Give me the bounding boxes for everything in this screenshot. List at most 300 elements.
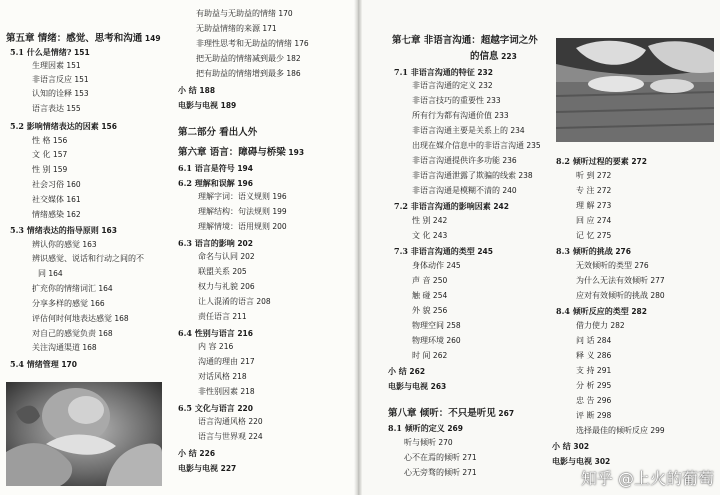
entry-title: 记 忆 (576, 231, 595, 240)
page-number: 220 (246, 417, 263, 426)
page-number: 282 (628, 307, 647, 316)
entry-title: 回 应 (576, 216, 595, 225)
page-number: 205 (230, 267, 247, 276)
entry-title: 8.3 倾听的挑战 (556, 246, 613, 256)
entry-title: 6.4 性别与语言 (178, 328, 235, 338)
page-number: 206 (238, 282, 255, 291)
entry-title: 把有助益的情绪增到最多 (196, 69, 284, 78)
entry-title: 问 话 (576, 336, 595, 345)
left-col1-subsection-entry (32, 313, 129, 325)
hands-photo (6, 382, 162, 486)
page-number: 272 (628, 157, 647, 166)
left-col2-section-entry (178, 162, 253, 175)
page-number: 242 (430, 216, 448, 225)
left-col1-subsection-entry (32, 88, 89, 100)
left-col2-subsection-entry (196, 38, 309, 50)
entry-title: 物理环境 (412, 336, 444, 345)
page-number: 200 (270, 222, 287, 231)
left-col2-subsection-entry (196, 53, 301, 65)
entry-title: 第八章 倾听：不只是听见 (388, 408, 496, 419)
entry-title: 为什么无法有效倾听 (576, 276, 648, 285)
entry-title: 非语言反应 (32, 75, 72, 84)
entry-title: 理解字词：语义规则 (198, 192, 270, 201)
left-col1-subsection-entry (32, 164, 67, 176)
right-col2-subsection-entry (576, 200, 611, 212)
left-col1-section-entry (10, 358, 77, 371)
left-col2-subsection-entry (198, 296, 271, 308)
page-number: 250 (430, 276, 448, 285)
right-col2-section-entry (556, 245, 631, 258)
right-col1-subsection-entry (404, 437, 453, 449)
page-number: 202 (234, 239, 253, 248)
left-col1-section-entry (10, 224, 117, 237)
entry-title: 语言沟通风格 (198, 417, 246, 426)
left-col2-section-entry (178, 402, 253, 415)
right-col1-subsection-entry (412, 155, 517, 167)
entry-title: 第七章 非语言沟通：超越字词之外 (392, 35, 538, 46)
page-number: 217 (238, 357, 255, 366)
entry-title: 听与倾听 (404, 438, 436, 447)
table-photo (556, 38, 714, 142)
entry-title: 时 间 (412, 351, 431, 360)
right-col1-subsection-entry (412, 320, 461, 332)
page-number: 263 (428, 382, 447, 391)
page-number: 258 (444, 321, 461, 330)
entry-title: 理解结构：句法规则 (198, 207, 270, 216)
left-col1-section-entry (10, 120, 117, 133)
left-col1-subsection-entry (32, 342, 97, 354)
entry-title: 让人混淆的语言 (198, 297, 254, 306)
book-gutter (354, 0, 362, 495)
entry-title: 同 (38, 269, 46, 278)
entry-title: 触 碰 (412, 291, 431, 300)
entry-title: 分 析 (576, 381, 595, 390)
page-number: 273 (594, 201, 612, 210)
page-number: 216 (216, 342, 234, 351)
right-col2-section-entry (556, 155, 647, 168)
left-col1-subsection-entry (32, 298, 105, 310)
right-col1-chapter-heading (392, 34, 538, 48)
page-number: 270 (436, 438, 453, 447)
page-number: 153 (72, 89, 89, 98)
page-number: 160 (64, 180, 81, 189)
page-number: 218 (238, 387, 255, 396)
page-number: 254 (430, 291, 448, 300)
entry-title: 非性别因素 (198, 387, 238, 396)
page-number: 182 (284, 54, 301, 63)
entry-title: 社会习俗 (32, 180, 64, 189)
page-number: 262 (430, 351, 448, 360)
page-number: 286 (594, 351, 612, 360)
page-number: 168 (112, 314, 129, 323)
right-col1-subsection-entry (412, 305, 447, 317)
entry-title: 责任语言 (198, 312, 230, 321)
watermark: 知乎 @上火的葡萄 (580, 469, 714, 488)
left-col1-subsection-entry (32, 194, 81, 206)
right-col1-section-entry (394, 200, 509, 213)
page-number: 233 (492, 111, 509, 120)
left-col1-subsection-entry (32, 253, 144, 265)
page-number: 234 (508, 126, 525, 135)
right-col1-subsection-entry (412, 170, 533, 182)
entry-title: 小 结 (178, 85, 197, 95)
right-col1-subsection-entry (412, 80, 493, 92)
page-number: 176 (292, 39, 309, 48)
left-col2-subsection-entry (198, 266, 247, 278)
entry-title: 支 持 (576, 366, 595, 375)
page-number: 164 (46, 269, 63, 278)
entry-title: 文 化 (412, 231, 431, 240)
entry-title: 辨识感觉、说话和行动之间的不 (32, 254, 144, 263)
left-col1-subsection-entry (32, 149, 67, 161)
entry-title: 非理性思考和无助益的情绪 (196, 39, 292, 48)
entry-title: 扩充你的情绪词汇 (32, 284, 96, 293)
right-col1-subsection-entry (412, 185, 517, 197)
entry-title: 外 貌 (412, 306, 431, 315)
page-number: 161 (64, 195, 81, 204)
left-col2-chapter-heading (178, 146, 304, 160)
entry-title: 5.3 情绪表达的指导原则 (10, 225, 99, 235)
entry-title: 非语言沟通的定义 (412, 81, 476, 90)
left-col2-subsection-entry (198, 251, 255, 263)
right-col2-subsection-entry (576, 185, 611, 197)
page-number: 168 (80, 343, 97, 352)
entry-title: 内 容 (198, 342, 217, 351)
entry-title: 非语言沟通主要是关系上的 (412, 126, 508, 135)
right-col1-section-entry (388, 422, 463, 435)
page-number: 168 (96, 329, 113, 338)
entry-title: 把无助益的情绪减到最少 (196, 54, 284, 63)
page-number: 284 (594, 336, 612, 345)
left-col1-subsection-entry (32, 209, 81, 221)
page-number: 164 (96, 284, 113, 293)
right-col2-subsection-entry (576, 215, 611, 227)
left-col1-subsection-entry (32, 328, 113, 340)
left-col2-subsection-entry (198, 356, 255, 368)
right-col2-subsection-entry (576, 170, 611, 182)
entry-title: 命名与认同 (198, 252, 238, 261)
entry-title: 电影与电视 (552, 456, 592, 466)
page-number: 196 (270, 192, 287, 201)
left-col1-subsection-entry (32, 103, 81, 115)
right-col1-subsection-entry (412, 260, 461, 272)
right-col1-section-entry (388, 365, 425, 378)
page-number: 276 (612, 247, 631, 256)
page-number: 302 (592, 457, 611, 466)
page-number: 242 (490, 202, 509, 211)
page-number: 163 (80, 240, 97, 249)
page-number: 298 (594, 411, 612, 420)
left-col2-subsection-entry (198, 371, 247, 383)
entry-title: 小 结 (388, 366, 407, 376)
page-number: 272 (594, 186, 612, 195)
page-number: 155 (64, 104, 81, 113)
entry-title: 出现在媒介信息中的非语言沟通 (412, 141, 524, 150)
left-col2-subsection-entry (196, 23, 277, 35)
page-number: 299 (648, 426, 665, 435)
page-number: 171 (260, 24, 277, 33)
entry-title: 非语言技巧的重要性 (412, 96, 484, 105)
left-col2-subsection-entry (198, 191, 287, 203)
entry-title: 性 别 (32, 165, 51, 174)
entry-title: 5.2 影响情绪表达的因素 (10, 121, 99, 131)
page-number: 188 (196, 86, 216, 95)
right-col1-chapter-heading (470, 50, 517, 64)
right-col1-subsection-entry (412, 350, 447, 362)
entry-title: 忠 告 (576, 396, 595, 405)
entry-title: 情绪感染 (32, 210, 64, 219)
page-number: 276 (632, 261, 649, 270)
entry-title: 第五章 情绪：感觉、思考和沟通 (6, 33, 143, 44)
right-col1-subsection-entry (404, 467, 477, 479)
entry-title: 6.5 文化与语言 (178, 403, 235, 413)
page-number: 156 (98, 122, 117, 131)
entry-title: 沟通的理由 (198, 357, 238, 366)
page-number: 218 (230, 372, 247, 381)
right-col2-subsection-entry (576, 365, 611, 377)
entry-title: 8.1 倾听的定义 (388, 423, 445, 433)
entry-title: 分享多样的感觉 (32, 299, 88, 308)
right-col1-subsection-entry (412, 140, 541, 152)
right-col1-section-entry (394, 245, 493, 258)
entry-title: 关注沟通渠道 (32, 343, 80, 352)
entry-title: 非语言沟通提供许多功能 (412, 156, 500, 165)
left-col2-section-entry (178, 462, 236, 475)
page-number: 170 (58, 360, 77, 369)
right-col2-subsection-entry (576, 275, 665, 287)
page-number: 163 (98, 226, 117, 235)
page-number: 274 (594, 216, 612, 225)
right-col2-subsection-entry (576, 380, 611, 392)
entry-title: 选择最佳的倾听反应 (576, 426, 648, 435)
page-number: 238 (516, 171, 533, 180)
entry-title: 评 断 (576, 411, 595, 420)
page-number: 196 (234, 179, 253, 188)
right-col2-section-entry (552, 440, 589, 453)
page-number: 157 (50, 150, 68, 159)
right-col2-subsection-entry (576, 290, 665, 302)
entry-title: 文 化 (32, 150, 51, 159)
entry-title: 释 义 (576, 351, 595, 360)
left-col2-subsection-entry (198, 311, 247, 323)
entry-title: 心不在焉的倾听 (404, 453, 460, 462)
left-col2-subsection-entry (196, 68, 301, 80)
page-number: 194 (234, 164, 253, 173)
entry-title: 所有行为都有沟通价值 (412, 111, 492, 120)
left-col2-section-entry (178, 177, 253, 190)
right-col2-subsection-entry (576, 395, 611, 407)
page-number: 271 (460, 453, 477, 462)
page-number: 151 (64, 61, 81, 70)
entry-title: 对自己的感觉负责 (32, 329, 96, 338)
right-col1-subsection-entry (412, 110, 509, 122)
entry-title: 电影与电视 (388, 381, 428, 391)
page-number: 302 (570, 442, 590, 451)
page-number: 243 (430, 231, 448, 240)
left-col2-section-entry (178, 327, 253, 340)
entry-title: 小 结 (552, 441, 571, 451)
entry-title: 语言与世界观 (198, 432, 246, 441)
table-photo-image (556, 38, 714, 142)
entry-title: 声 音 (412, 276, 431, 285)
entry-title: 性 格 (32, 136, 51, 145)
page-number: 267 (495, 409, 515, 418)
left-col2-subsection-entry (198, 341, 233, 353)
entry-title: 5.4 情绪管理 (10, 359, 59, 369)
entry-title: 身体动作 (412, 261, 444, 270)
right-col2-section-entry (552, 455, 610, 468)
entry-title: 有助益与无助益的情绪 (196, 9, 276, 18)
page-number: 202 (238, 252, 255, 261)
right-col2-subsection-entry (576, 410, 611, 422)
page-number: 275 (594, 231, 612, 240)
left-col2-subsection-entry (196, 8, 293, 20)
page-number: 282 (608, 321, 625, 330)
entry-title: 权力与礼貌 (198, 282, 238, 291)
page-number: 189 (218, 101, 237, 110)
left-col1-subsection-entry (32, 74, 89, 86)
page-number: 295 (594, 381, 612, 390)
entry-title: 7.3 非语言沟通的类型 (394, 246, 475, 256)
page-number: 216 (234, 329, 253, 338)
right-col2-section-entry (556, 305, 647, 318)
entry-title: 借力使力 (576, 321, 608, 330)
page-number: 240 (500, 186, 517, 195)
entry-title: 语言表达 (32, 104, 64, 113)
left-col2-section-entry (178, 84, 215, 97)
left-col1-chapter-heading (6, 32, 161, 46)
page-number: 208 (254, 297, 271, 306)
page-number: 151 (71, 48, 90, 57)
entry-title: 专 注 (576, 186, 595, 195)
page-number: 232 (474, 68, 493, 77)
entry-title: 生理因素 (32, 61, 64, 70)
entry-title: 非语言沟通是模糊不清的 (412, 186, 500, 195)
entry-title: 非语言沟通泄露了欺骗的线索 (412, 171, 516, 180)
entry-title: 心无旁骛的倾听 (404, 468, 460, 477)
entry-title: 6.1 语言是符号 (178, 163, 235, 173)
left-col1-section-entry (10, 46, 90, 59)
page-number: 199 (270, 207, 287, 216)
page-number: 170 (276, 9, 293, 18)
page-number: 149 (142, 34, 161, 43)
left-col2-section-entry (178, 237, 253, 250)
page-number: 277 (648, 276, 665, 285)
right-col2-subsection-entry (576, 230, 611, 242)
left-col2-part-heading (178, 126, 257, 140)
entry-title: 认知的诠释 (32, 89, 72, 98)
right-col1-subsection-entry (412, 230, 447, 242)
entry-title: 无助益情绪的来源 (196, 24, 260, 33)
left-col1-subsection-entry (32, 60, 81, 72)
page-number: 260 (444, 336, 461, 345)
page-number: 262 (406, 367, 426, 376)
entry-title: 8.2 倾听过程的要素 (556, 156, 629, 166)
entry-title: 社交媒体 (32, 195, 64, 204)
entry-title: 理解情境：语用规则 (198, 222, 270, 231)
page-number: 236 (500, 156, 517, 165)
page-number: 245 (474, 247, 493, 256)
right-col2-subsection-entry (576, 350, 611, 362)
entry-title: 6.2 理解和误解 (178, 178, 235, 188)
page-number: 166 (88, 299, 105, 308)
entry-title: 联盟关系 (198, 267, 230, 276)
page-number: 224 (246, 432, 263, 441)
entry-title: 评估何时何地表达感觉 (32, 314, 112, 323)
right-col1-subsection-entry (404, 452, 477, 464)
page-number: 162 (64, 210, 81, 219)
right-col1-subsection-entry (412, 275, 447, 287)
right-col2-subsection-entry (576, 260, 649, 272)
entry-title: 5.1 什么是情绪? (10, 47, 72, 57)
page-number: 271 (460, 468, 477, 477)
right-col1-chapter-heading (388, 407, 514, 421)
page-number: 280 (648, 291, 665, 300)
page-number: 272 (594, 171, 612, 180)
hands-photo-image (6, 382, 162, 486)
page-number: 159 (50, 165, 68, 174)
entry-title: 物理空间 (412, 321, 444, 330)
page-number: 223 (498, 52, 517, 61)
page-number: 220 (234, 404, 253, 413)
left-col1-subsection-entry (32, 239, 97, 251)
entry-title: 性 别 (412, 216, 431, 225)
page-number: 291 (594, 366, 612, 375)
entry-title: 第二部分 看出人外 (178, 127, 258, 138)
page-number: 232 (476, 81, 493, 90)
right-col1-subsection-entry (412, 335, 461, 347)
left-col2-subsection-entry (198, 431, 263, 443)
entry-title: 听 到 (576, 171, 595, 180)
entry-title: 8.4 倾听反应的类型 (556, 306, 629, 316)
page-number: 211 (230, 312, 247, 321)
right-col2-subsection-entry (576, 335, 611, 347)
left-col1-subsection-entry (38, 268, 63, 280)
left-col2-subsection-entry (198, 221, 287, 233)
entry-title: 第六章 语言：障碍与桥梁 (178, 147, 286, 158)
page-number: 235 (524, 141, 541, 150)
left-col2-subsection-entry (198, 206, 287, 218)
entry-title: 7.2 非语言沟通的影响因素 (394, 201, 491, 211)
page-number: 186 (284, 69, 301, 78)
entry-title: 辨认你的感觉 (32, 240, 80, 249)
left-col2-subsection-entry (198, 281, 255, 293)
entry-title: 的信息 (470, 51, 499, 62)
page-number: 256 (430, 306, 448, 315)
right-col1-subsection-entry (412, 215, 447, 227)
right-col2-subsection-entry (576, 320, 625, 332)
right-col1-subsection-entry (412, 290, 447, 302)
left-col1-subsection-entry (32, 179, 81, 191)
left-col2-section-entry (178, 447, 215, 460)
page-number: 269 (444, 424, 463, 433)
entry-title: 无效倾听的类型 (576, 261, 632, 270)
left-col2-subsection-entry (198, 416, 263, 428)
page-number: 296 (594, 396, 612, 405)
right-col1-subsection-entry (412, 95, 501, 107)
page-number: 245 (444, 261, 461, 270)
page-number: 193 (285, 148, 305, 157)
entry-title: 小 结 (178, 448, 197, 458)
left-col2-section-entry (178, 99, 236, 112)
page-number: 227 (218, 464, 237, 473)
right-col1-subsection-entry (412, 125, 525, 137)
left-col1-subsection-entry (32, 283, 113, 295)
page-number: 156 (50, 136, 68, 145)
page-number: 151 (72, 75, 89, 84)
entry-title: 6.3 语言的影响 (178, 238, 235, 248)
right-col1-section-entry (388, 380, 446, 393)
